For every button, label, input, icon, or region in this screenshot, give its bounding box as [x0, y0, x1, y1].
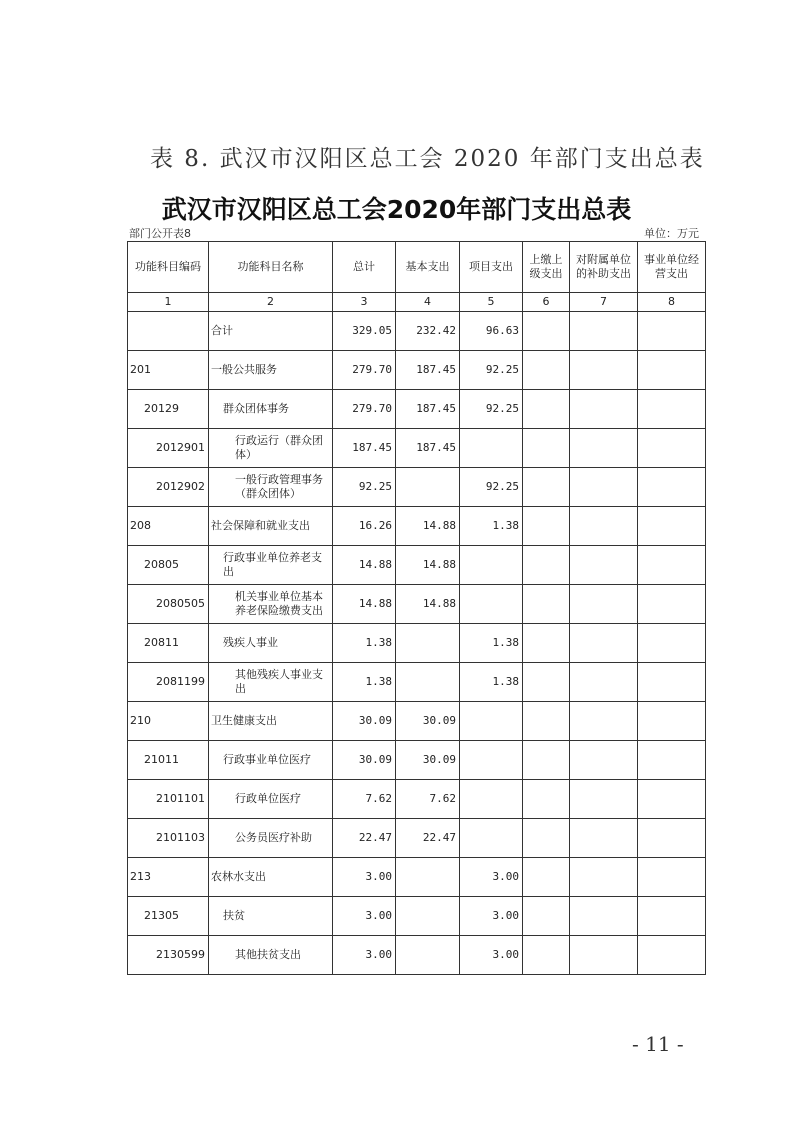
subsidy-cell [570, 507, 638, 546]
subsidy-cell [570, 741, 638, 780]
total-cell: 14.88 [333, 585, 396, 624]
total-cell: 329.05 [333, 312, 396, 351]
subsidy-cell [570, 585, 638, 624]
function-code-cell: 2080505 [128, 585, 209, 624]
basic-expenditure-cell: 14.88 [396, 507, 460, 546]
table-row [128, 312, 706, 351]
function-name-cell: 其他扶贫支出 [209, 936, 333, 975]
operating-cell [638, 390, 706, 429]
basic-expenditure-cell: 14.88 [396, 585, 460, 624]
upper-level-cell [523, 429, 570, 468]
upper-level-cell [523, 546, 570, 585]
function-code-cell [128, 312, 209, 351]
function-code-cell: 2101101 [128, 780, 209, 819]
subsidy-cell [570, 351, 638, 390]
basic-expenditure-cell: 187.45 [396, 390, 460, 429]
upper-level-cell [523, 897, 570, 936]
subsidy-cell [570, 429, 638, 468]
function-name-cell: 卫生健康支出 [209, 702, 333, 741]
function-name-cell: 公务员医疗补助 [209, 819, 333, 858]
basic-expenditure-cell [396, 468, 460, 507]
upper-level-cell [523, 780, 570, 819]
function-name-cell: 其他残疾人事业支出 [209, 663, 333, 702]
upper-level-cell [523, 663, 570, 702]
function-code-cell: 2012901 [128, 429, 209, 468]
function-name-cell: 行政事业单位医疗 [209, 741, 333, 780]
total-cell: 3.00 [333, 897, 396, 936]
total-cell: 279.70 [333, 390, 396, 429]
subsidy-cell [570, 663, 638, 702]
table-row [128, 390, 706, 429]
operating-cell [638, 429, 706, 468]
table-row [128, 819, 706, 858]
subsidy-cell [570, 312, 638, 351]
total-cell: 92.25 [333, 468, 396, 507]
total-cell: 1.38 [333, 624, 396, 663]
function-code-cell: 2012902 [128, 468, 209, 507]
project-expenditure-cell: 92.25 [460, 351, 523, 390]
project-expenditure-cell: 3.00 [460, 897, 523, 936]
subsidy-cell [570, 780, 638, 819]
operating-cell [638, 585, 706, 624]
subsidy-cell [570, 897, 638, 936]
total-cell: 187.45 [333, 429, 396, 468]
function-name-cell: 一般公共服务 [209, 351, 333, 390]
project-expenditure-cell [460, 546, 523, 585]
column-index: 7 [570, 293, 638, 312]
column-index: 8 [638, 293, 706, 312]
operating-cell [638, 546, 706, 585]
table-row [128, 351, 706, 390]
total-cell: 3.00 [333, 936, 396, 975]
basic-expenditure-cell: 187.45 [396, 351, 460, 390]
column-index: 3 [333, 293, 396, 312]
basic-expenditure-cell [396, 858, 460, 897]
upper-level-cell [523, 312, 570, 351]
table-row [128, 585, 706, 624]
table-row [128, 546, 706, 585]
total-cell: 30.09 [333, 702, 396, 741]
operating-cell [638, 351, 706, 390]
project-expenditure-cell: 1.38 [460, 624, 523, 663]
basic-expenditure-cell: 30.09 [396, 741, 460, 780]
table-row [128, 429, 706, 468]
project-expenditure-cell: 96.63 [460, 312, 523, 351]
total-cell: 22.47 [333, 819, 396, 858]
project-expenditure-cell: 1.38 [460, 507, 523, 546]
project-expenditure-cell [460, 741, 523, 780]
basic-expenditure-cell [396, 624, 460, 663]
function-code-cell: 20129 [128, 390, 209, 429]
function-code-cell: 21305 [128, 897, 209, 936]
operating-cell [638, 507, 706, 546]
basic-expenditure-cell [396, 936, 460, 975]
column-header: 对附属单位的补助支出 [570, 242, 638, 293]
project-expenditure-cell: 92.25 [460, 468, 523, 507]
subsidy-cell [570, 468, 638, 507]
project-expenditure-cell [460, 819, 523, 858]
operating-cell [638, 780, 706, 819]
table-title: 武汉市汉阳区总工会2020年部门支出总表 [161, 195, 632, 224]
expenditure-table [127, 241, 706, 975]
project-expenditure-cell: 3.00 [460, 858, 523, 897]
table-header-row [128, 242, 706, 293]
operating-cell [638, 702, 706, 741]
basic-expenditure-cell: 7.62 [396, 780, 460, 819]
operating-cell [638, 897, 706, 936]
operating-cell [638, 312, 706, 351]
operating-cell [638, 936, 706, 975]
operating-cell [638, 663, 706, 702]
column-header: 基本支出 [396, 242, 460, 293]
column-index-row [128, 293, 706, 312]
basic-expenditure-cell: 22.47 [396, 819, 460, 858]
function-name-cell: 农林水支出 [209, 858, 333, 897]
function-name-cell: 社会保障和就业支出 [209, 507, 333, 546]
operating-cell [638, 468, 706, 507]
function-name-cell: 一般行政管理事务（群众团体） [209, 468, 333, 507]
subsidy-cell [570, 546, 638, 585]
function-name-cell: 行政事业单位养老支出 [209, 546, 333, 585]
table-row [128, 702, 706, 741]
subsidy-cell [570, 702, 638, 741]
function-code-cell: 201 [128, 351, 209, 390]
function-name-cell: 扶贫 [209, 897, 333, 936]
column-header: 功能科目名称 [209, 242, 333, 293]
function-name-cell: 残疾人事业 [209, 624, 333, 663]
upper-level-cell [523, 390, 570, 429]
function-code-cell: 2101103 [128, 819, 209, 858]
column-index: 5 [460, 293, 523, 312]
basic-expenditure-cell: 30.09 [396, 702, 460, 741]
operating-cell [638, 819, 706, 858]
column-index: 1 [128, 293, 209, 312]
table-row [128, 936, 706, 975]
operating-cell [638, 624, 706, 663]
table-row [128, 624, 706, 663]
basic-expenditure-cell [396, 663, 460, 702]
function-name-cell: 合计 [209, 312, 333, 351]
subsidy-cell [570, 819, 638, 858]
total-cell: 14.88 [333, 546, 396, 585]
project-expenditure-cell: 3.00 [460, 936, 523, 975]
table-row [128, 507, 706, 546]
column-header: 功能科目编码 [128, 242, 209, 293]
column-index: 4 [396, 293, 460, 312]
document-heading: 表 8. 武汉市汉阳区总工会 2020 年部门支出总表 [150, 146, 705, 172]
function-code-cell: 208 [128, 507, 209, 546]
total-cell: 7.62 [333, 780, 396, 819]
column-header: 上缴上级支出 [523, 242, 570, 293]
form-id: 部门公开表8 [129, 227, 191, 240]
function-name-cell: 行政单位医疗 [209, 780, 333, 819]
basic-expenditure-cell: 232.42 [396, 312, 460, 351]
operating-cell [638, 858, 706, 897]
table-row [128, 741, 706, 780]
function-name-cell: 群众团体事务 [209, 390, 333, 429]
total-cell: 30.09 [333, 741, 396, 780]
total-cell: 3.00 [333, 858, 396, 897]
subsidy-cell [570, 936, 638, 975]
basic-expenditure-cell: 14.88 [396, 546, 460, 585]
column-index: 2 [209, 293, 333, 312]
column-header: 项目支出 [460, 242, 523, 293]
total-cell: 16.26 [333, 507, 396, 546]
project-expenditure-cell: 92.25 [460, 390, 523, 429]
upper-level-cell [523, 702, 570, 741]
upper-level-cell [523, 468, 570, 507]
upper-level-cell [523, 858, 570, 897]
function-code-cell: 20805 [128, 546, 209, 585]
column-index: 6 [523, 293, 570, 312]
function-name-cell: 行政运行（群众团体） [209, 429, 333, 468]
column-header: 事业单位经营支出 [638, 242, 706, 293]
function-code-cell: 21011 [128, 741, 209, 780]
total-cell: 1.38 [333, 663, 396, 702]
table-row [128, 858, 706, 897]
project-expenditure-cell [460, 702, 523, 741]
table-row [128, 468, 706, 507]
function-code-cell: 20811 [128, 624, 209, 663]
upper-level-cell [523, 351, 570, 390]
project-expenditure-cell [460, 585, 523, 624]
basic-expenditure-cell: 187.45 [396, 429, 460, 468]
upper-level-cell [523, 507, 570, 546]
project-expenditure-cell [460, 429, 523, 468]
table-row [128, 780, 706, 819]
unit-label: 单位：万元 [644, 227, 699, 240]
total-cell: 279.70 [333, 351, 396, 390]
function-name-cell: 机关事业单位基本养老保险缴费支出 [209, 585, 333, 624]
project-expenditure-cell [460, 780, 523, 819]
upper-level-cell [523, 585, 570, 624]
upper-level-cell [523, 936, 570, 975]
subsidy-cell [570, 624, 638, 663]
subsidy-cell [570, 858, 638, 897]
project-expenditure-cell: 1.38 [460, 663, 523, 702]
basic-expenditure-cell [396, 897, 460, 936]
column-header: 总计 [333, 242, 396, 293]
table-row [128, 897, 706, 936]
function-code-cell: 213 [128, 858, 209, 897]
upper-level-cell [523, 624, 570, 663]
upper-level-cell [523, 741, 570, 780]
function-code-cell: 210 [128, 702, 209, 741]
upper-level-cell [523, 819, 570, 858]
function-code-cell: 2081199 [128, 663, 209, 702]
function-code-cell: 2130599 [128, 936, 209, 975]
table-row [128, 663, 706, 702]
page-number: - 11 - [632, 1032, 684, 1056]
operating-cell [638, 741, 706, 780]
subsidy-cell [570, 390, 638, 429]
